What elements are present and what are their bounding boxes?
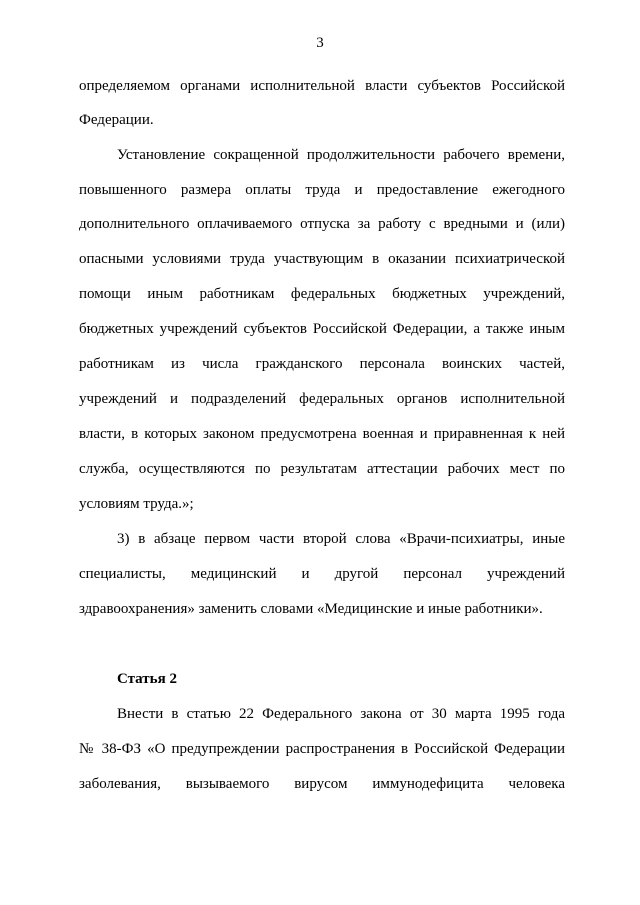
text-line: бюджетных учреждений субъектов Российской Федерации, а также иным <box>79 321 565 337</box>
text-line: повышенного размера оплаты труда и предоставление ежегодного <box>79 182 565 198</box>
text-line: здравоохранения» заменить словами «Медицинские и иные работники». <box>79 601 543 617</box>
text-line: служба, осуществляются по результатам аттестации рабочих мест по <box>79 461 565 477</box>
text-line: опасными условиями труда участвующим в оказании психиатрической <box>79 251 565 267</box>
text-line: специалисты, медицинский и другой персонал учреждений <box>79 566 565 582</box>
text-line: власти, в которых законом предусмотрена военная и приравненная к ней <box>79 426 565 442</box>
text-line: № 38-ФЗ «О предупреждении распространения в Российской Федерации <box>79 741 565 757</box>
text-line: Федерации. <box>79 112 154 128</box>
page-number: 3 <box>316 35 324 51</box>
text-line: условиям труда.»; <box>79 496 194 512</box>
text-line: определяемом органами исполнительной власти субъектов Российской <box>79 78 565 94</box>
paragraph-first-line: Установление сокращенной продолжительности рабочего времени, <box>117 147 565 163</box>
article-heading: Статья 2 <box>117 671 177 687</box>
text-line: заболевания, вызываемого вирусом иммунодефицита человека <box>79 776 565 792</box>
paragraph-first-line: Внести в статью 22 Федерального закона от 30 марта 1995 года <box>117 706 565 722</box>
paragraph-first-line: 3) в абзаце первом части второй слова «Врачи-психиатры, иные <box>117 531 565 547</box>
text-line: учреждений и подразделений федеральных органов исполнительной <box>79 391 565 407</box>
text-line: работникам из числа гражданского персонала воинских частей, <box>79 356 565 372</box>
text-line: дополнительного оплачиваемого отпуска за работу с вредными и (или) <box>79 216 565 232</box>
text-line: помощи иным работникам федеральных бюджетных учреждений, <box>79 286 565 302</box>
